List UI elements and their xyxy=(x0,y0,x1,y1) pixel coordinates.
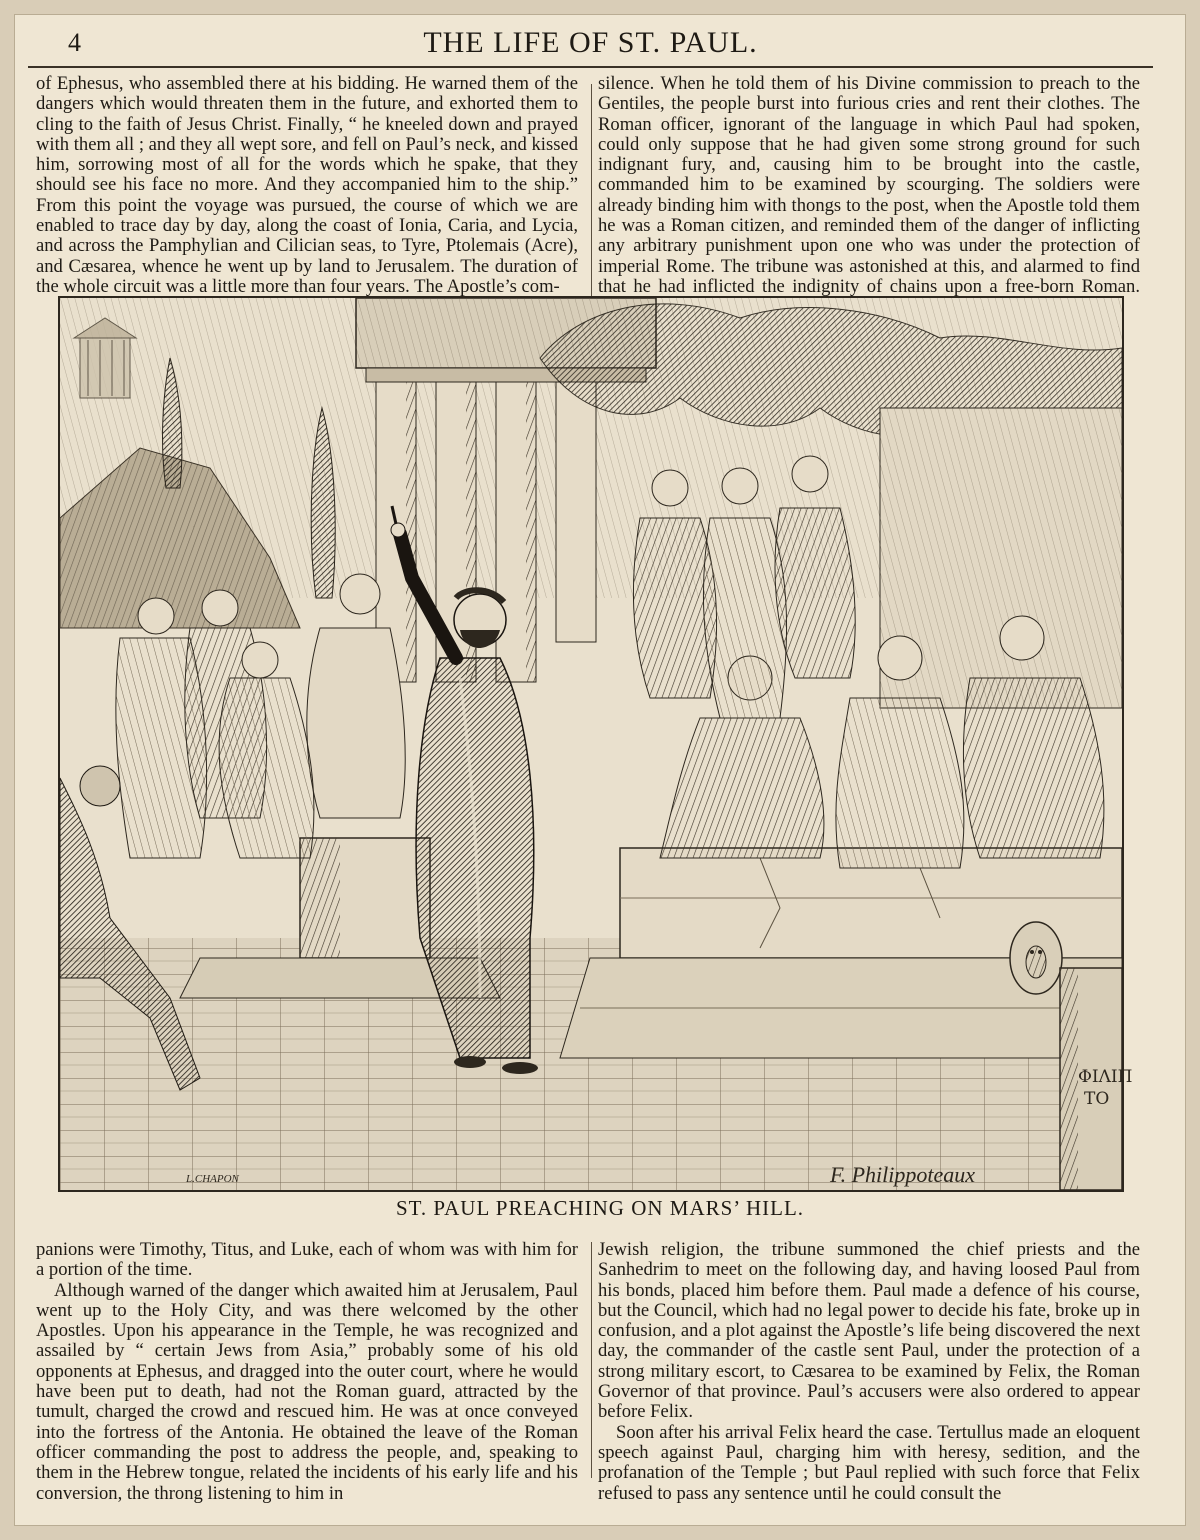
paragraph: panions were Timothy, Titus, and Luke, each of whom was with him for a portion of the time. xyxy=(36,1239,578,1281)
paragraph: silence. When he told them of his Divine commission to preach to the Gentiles, the people burst into furious cries and rent their clothes. The Roman officer, ignorant of the language in which Paul had spoken, could only suppose that he had given some strong ground for such indignant fury, and, causing him to be brought into the castle, commanded him to be examined by scourging. The soldiers were already binding him with thongs to the post, when the Apostle told them he was a Roman citizen, and reminded them of the danger of inflicting any arbitrary punishment upon one who was under the protection of imperial Rome. The tribune was astonished at this, and alarmed to find that he had inflicted the indignity of chains upon a free-born Roman. xyxy=(598,73,1140,297)
column-rule-bottom xyxy=(591,1242,592,1478)
engraving-artwork xyxy=(60,298,1133,1190)
owl-medallion xyxy=(1010,922,1062,994)
top-left-column xyxy=(36,74,578,297)
engraver-signature-left: L.CHAPON xyxy=(186,1173,239,1185)
figure-caption: ST. PAUL PREACHING ON MARS’ HILL. xyxy=(395,1196,805,1220)
engraver-signature-right: F. Philippoteaux xyxy=(830,1162,976,1187)
top-right-column xyxy=(598,74,1140,318)
running-title: THE LIFE OF ST. PAUL. xyxy=(423,26,758,59)
stele-inscription-line2: ΤΟ xyxy=(1084,1089,1110,1109)
stele-inscription-line1: ΦΙΛΙΠ xyxy=(1078,1067,1133,1087)
paragraph: Jewish religion, the tribune summoned the chief priests and the Sanhedrim to meet on the following day, and having loosed Paul from his bonds, placed him before them. Paul made a defence of his course, but the Council, which had no legal power to decide his fate, broke up in confusion, and a plot against the Apostle’s life being discovered the next day, the commander of the castle sent Paul, under the protection of a strong military escort, to Cæsarea to be examined by Felix, the Roman Governor of that province. Paul’s accusers were also ordered to appear before Felix. xyxy=(598,1239,1140,1423)
page-header xyxy=(28,22,1153,62)
bottom-right-column xyxy=(598,1240,1140,1504)
page-number: 4 xyxy=(68,28,81,57)
column-rule-top xyxy=(591,84,592,298)
inscribed-stele xyxy=(1060,968,1132,1190)
header-rule xyxy=(28,66,1153,68)
paragraph: Although warned of the danger which awaited him at Jerusalem, Paul went up to the Holy City, and was there welcomed by the other Apostles. Upon his appearance in the Temple, he was recognized and assailed by “ certain Jews from Asia,” probably some of his old opponents at Ephesus, and dragged into the outer court, where he would have been put to death, had not the Roman guard, attracted by the tumult, charged the crowd and rescued him. He was at once conveyed into the fortress of the Antonia. He obtained the leave of the Roman officer commanding the post to address the people, and, speaking to them in the Hebrew tongue, related the incidents of his early life and his conversion, the throng listening to him in xyxy=(36,1279,578,1504)
bottom-left-column xyxy=(36,1240,578,1504)
paragraph: Soon after his arrival Felix heard the case. Tertullus made an eloquent speech against Paul, charging him with heresy, sedition, and the profanation of the Temple ; but Paul replied with such force that Felix refused to pass any sentence until he could consult the xyxy=(598,1421,1140,1504)
paragraph: of Ephesus, who assembled there at his bidding. He warned them of the dangers which would threaten them in the future, and exhorted them to cling to the faith of Jesus Christ. Finally, “ he kneeled down and prayed with them all ; and they all wept sore, and fell on Paul’s neck, and kissed him, sorrowing most of all for the words which he spake, that they should see his face no more. And they accompanied him to the ship.” From this point the voyage was pursued, the course of which we are enabled to trace day by day, along the coast of Ionia, Caria, and Lycia, and across the Pamphylian and Cilician seas, to Tyre, Ptolemais (Acre), and Cæsarea, whence he went up by land to Jerusalem. The duration of the whole circuit was a little more than four years. The Apostle’s com- xyxy=(36,73,578,297)
engraving-illustration xyxy=(58,296,1133,1192)
